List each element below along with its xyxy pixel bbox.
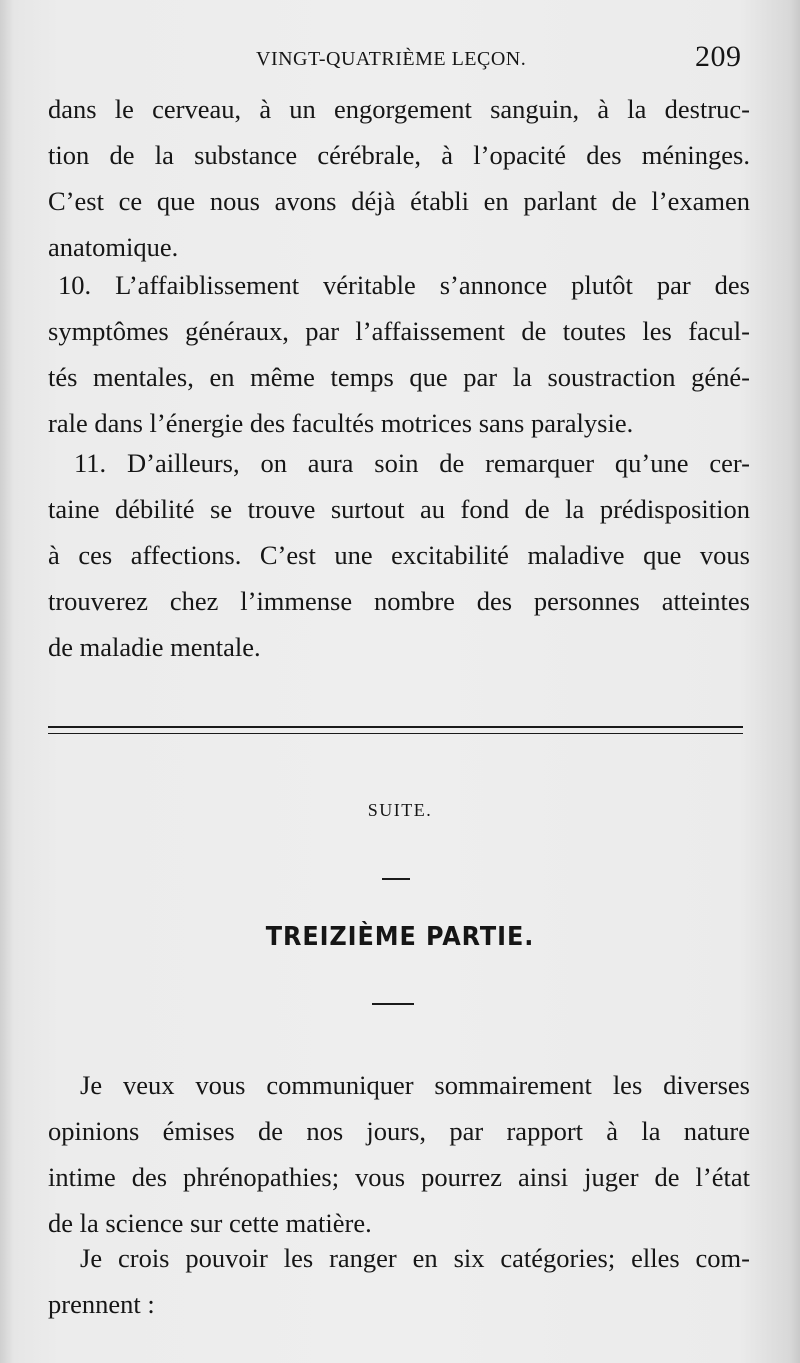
text-line: prennent : (48, 1289, 155, 1319)
text-line: de maladie mentale. (48, 632, 261, 662)
text-line: tion de la substance cérébrale, à l’opacité des méninges. (48, 140, 750, 170)
paragraph-item-11 (48, 440, 750, 670)
text-line: dans le cerveau, à un engorgement sanguin, à la destruc- (48, 94, 750, 124)
text-line: opinions émises de nos jours, par rapport à la nature (48, 1116, 750, 1146)
text-line: Je veux vous communiquer sommairement les diverses (80, 1070, 750, 1100)
paragraph-intro (48, 1062, 750, 1246)
double-rule-divider (48, 726, 743, 734)
text-line: anatomique. (48, 232, 179, 262)
text-line: rale dans l’énergie des facultés motrices sans paralysie. (48, 408, 634, 438)
running-header (0, 40, 800, 80)
running-title: VINGT-QUATRIÈME LEÇON. (256, 48, 527, 70)
page-number: 209 (695, 40, 742, 73)
text-line: symptômes généraux, par l’affaissement de toutes les facul- (48, 316, 750, 346)
section-suite-label: SUITE. (367, 800, 433, 820)
text-line: taine débilité se trouve surtout au fond de la prédisposition (48, 494, 750, 524)
text-line: tés mentales, en même temps que par la soustraction géné- (48, 362, 750, 392)
paragraph-item-10 (48, 262, 750, 446)
paragraph-categories (48, 1235, 750, 1327)
text-line: 11. D’ailleurs, on aura soin de remarquer qu’une cer- (74, 448, 750, 478)
text-line: 10. L’affaiblissement véritable s’annonce plutôt par des (58, 270, 750, 300)
paragraph-continuation (48, 86, 750, 270)
text-line: trouverez chez l’immense nombre des personnes atteintes (48, 586, 750, 616)
text-line: à ces affections. C’est une excitabilité maladive que vous (48, 540, 750, 570)
text-line: C’est ce que nous avons déjà établi en parlant de l’examen (48, 186, 750, 216)
text-line: de la science sur cette matière. (48, 1208, 372, 1238)
part-title: TREIZIÈME PARTIE. (265, 922, 535, 952)
short-rule-divider (382, 878, 410, 880)
text-line: intime des phrénopathies; vous pourrez ainsi juger de l’état (48, 1162, 750, 1192)
short-rule-divider (372, 1003, 414, 1005)
text-line: Je crois pouvoir les ranger en six catégories; elles com- (80, 1243, 750, 1273)
